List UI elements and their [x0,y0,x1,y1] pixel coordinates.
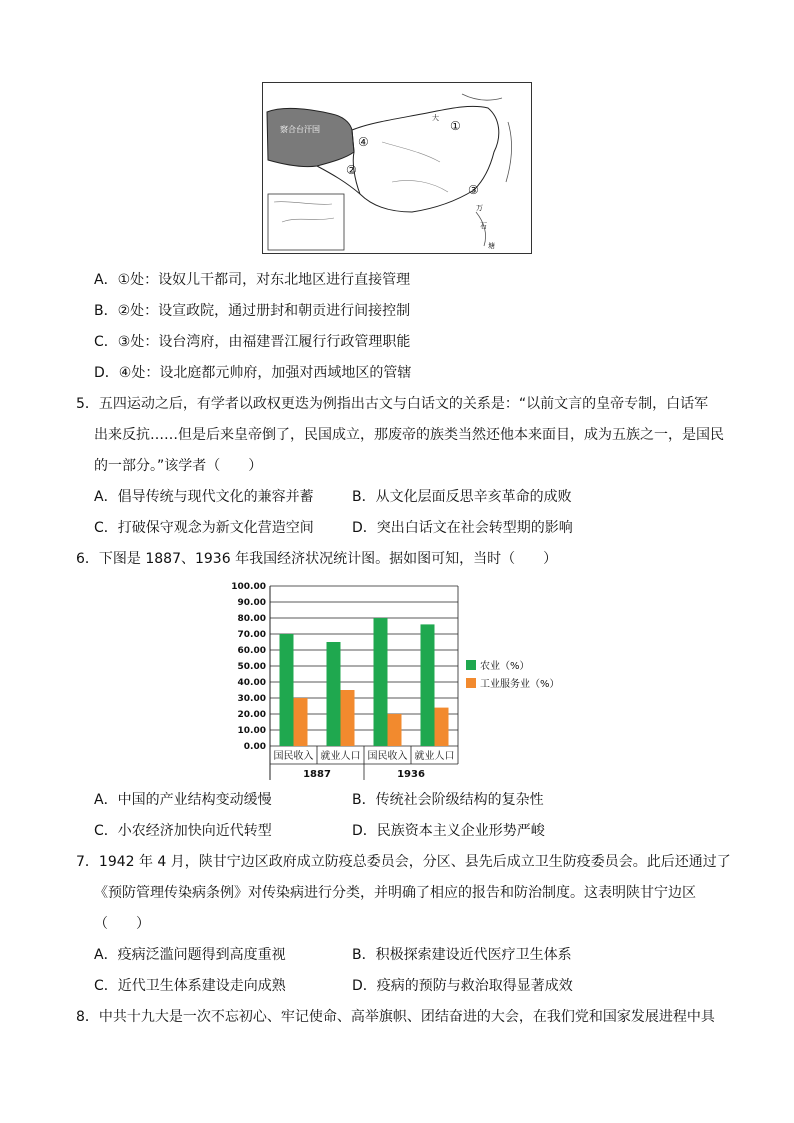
historical-map-figure [262,82,532,254]
q4-option-a: A．①处：设奴儿干都司，对东北地区进行直接管理 [94,272,411,288]
y-tick-label: 20.00 [237,710,266,720]
q5-option-a: A．倡导传统与现代文化的兼容并蓄 [94,489,314,505]
y-tick-label: 40.00 [237,678,266,688]
bar-agriculture [421,624,435,746]
q6-stem: 6．下图是 1887、1936 年我国经济状况统计图。据如图可知，当时（ ） [76,551,558,567]
group-label: 1936 [397,769,425,780]
y-tick-label: 80.00 [237,614,266,624]
q5-option-b: B．从文化层面反思辛亥革命的成败 [352,489,572,505]
q7-stem-line-3: （ ） [94,916,150,932]
q6-option-c: C．小农经济加快向近代转型 [94,823,272,839]
map-inset [268,194,344,250]
q6-option-d: D．民族资本主义企业形势严峻 [352,823,545,839]
map-side-label-1: 大 [432,114,439,122]
legend-label: 工业服务业（%） [480,679,560,690]
category-label: 国民收入 [273,751,314,762]
bar-industry-service [435,708,449,746]
q5-stem-line-3: 的一部分。”该学者（ ） [94,458,263,474]
q7-option-c: C．近代卫生体系建设走向成熟 [94,978,286,994]
y-tick-label: 70.00 [237,630,266,640]
map-side-label-3: 石 [480,222,487,230]
q5-option-c: C．打破保守观念为新文化营造空间 [94,520,314,536]
q7-stem-line-2: 《预防管理传染病条例》对传染病进行分类，并明确了相应的报告和防治制度。这表明陕甘宁边区 [94,885,696,901]
y-tick-label: 30.00 [237,694,266,704]
map-marker-3: ③ [468,183,479,197]
q6-option-b: B．传统社会阶级结构的复杂性 [352,792,544,808]
chagatai-khanate-region [267,108,354,166]
map-marker-4: ④ [358,135,369,149]
bar-industry-service [388,714,402,746]
bar-industry-service [341,690,355,746]
map-marker-2: ② [346,163,357,177]
y-tick-label: 100.00 [231,582,266,592]
q4-option-b: B．②处：设宣政院，通过册封和朝贡进行间接控制 [94,303,411,319]
y-tick-label: 10.00 [237,726,266,736]
y-tick-label: 90.00 [237,598,266,608]
q4-option-c: C．③处：设台湾府，由福建晋江履行行政管理职能 [94,334,411,350]
bar-agriculture [374,618,388,746]
y-tick-label: 50.00 [237,662,266,672]
map-region-label: 察合台汗国 [280,125,320,134]
q4-option-d: D．④处：设北庭都元帅府，加强对西域地区的管辖 [94,365,412,381]
q7-stem-line-1: 7．1942 年 4 月，陕甘宁边区政府成立防疫总委员会，分区、县先后成立卫生防疫委员会。此后还通过了 [76,854,731,870]
bar-agriculture [327,642,341,746]
group-label: 1887 [303,769,331,780]
y-tick-label: 0.00 [243,742,266,752]
economic-bar-chart [226,578,586,782]
map-side-label-2: 万 [476,204,483,212]
legend-swatch [466,660,476,670]
bar-industry-service [294,698,308,746]
category-label: 就业人口 [414,751,455,762]
q7-option-d: D．疫病的预防与救治取得显著成效 [352,978,573,994]
legend-swatch [466,678,476,688]
map-side-label-4: 塘 [488,242,495,250]
bar-agriculture [280,634,294,746]
q6-option-a: A．中国的产业结构变动缓慢 [94,792,272,808]
q7-option-b: B．积极探索建设近代医疗卫生体系 [352,947,572,963]
legend-label: 农业（%） [480,661,530,672]
category-label: 国民收入 [367,751,408,762]
q5-stem-line-2: 出来反抗……但是后来皇帝倒了，民国成立，那废帝的族类当然还他本来面目，成为五族之一，是国民 [94,427,724,443]
y-tick-label: 60.00 [237,646,266,656]
category-label: 就业人口 [320,751,361,762]
q5-stem-line-1: 5．五四运动之后，有学者以政权更迭为例指出古文与白话文的关系是：“以前文言的皇帝专制，白话军 [76,396,709,412]
map-marker-1: ① [450,119,461,133]
q7-option-a: A．疫病泛滥问题得到高度重视 [94,947,286,963]
q5-option-d: D．突出白话文在社会转型期的影响 [352,520,573,536]
q8-stem-line-1: 8．中共十九大是一次不忘初心、牢记使命、高举旗帜、团结奋进的大会，在我们党和国家发展进程中具 [76,1009,715,1025]
